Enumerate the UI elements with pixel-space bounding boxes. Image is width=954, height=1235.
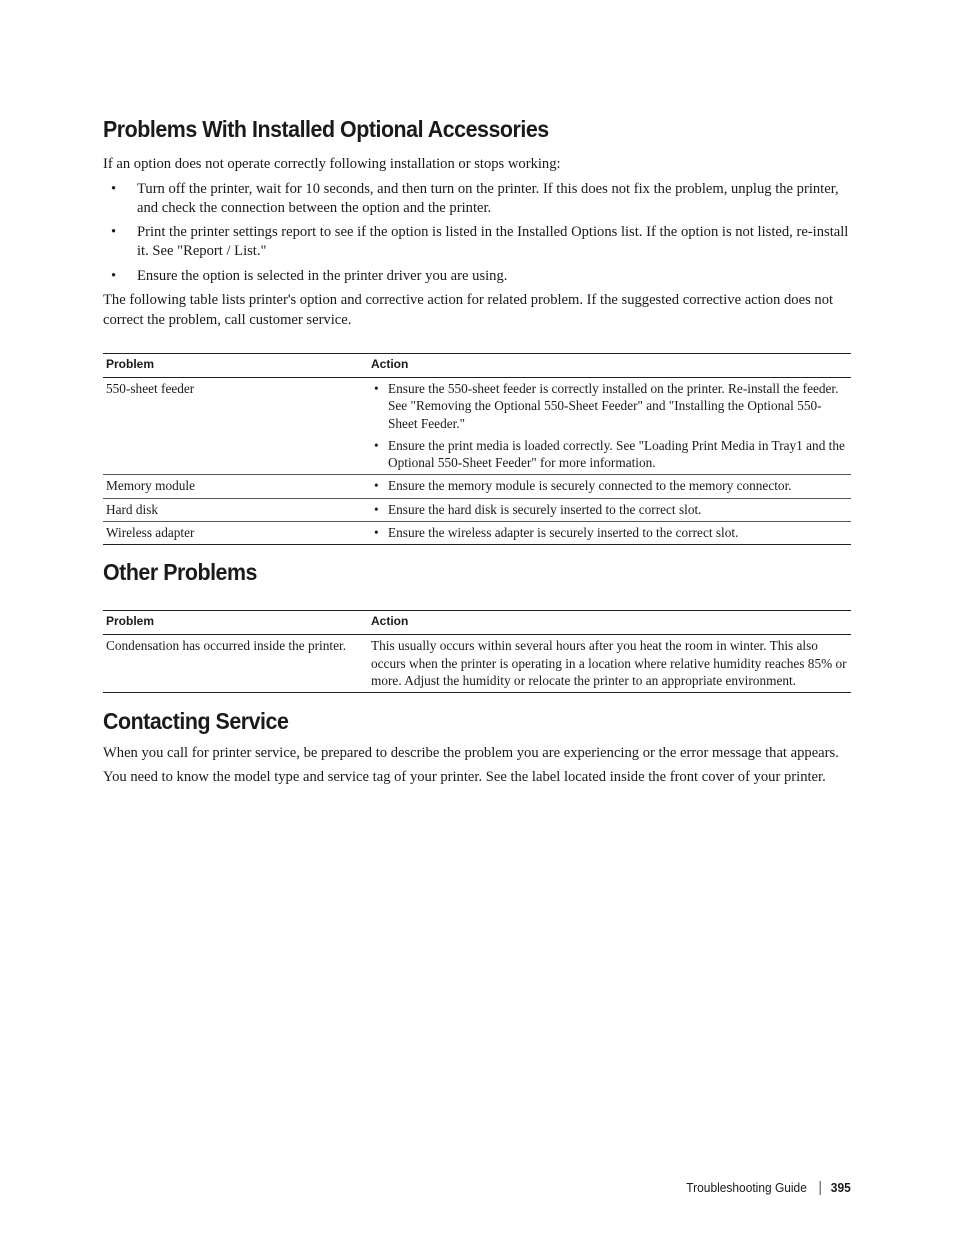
action-item bbox=[371, 501, 848, 518]
action-text: Ensure the memory module is securely connected to the memory connector. bbox=[388, 478, 792, 494]
bullet-item bbox=[103, 223, 851, 262]
column-header-action: Action bbox=[368, 611, 851, 635]
action-cell bbox=[368, 498, 851, 521]
other-problems-table bbox=[103, 610, 851, 693]
intro-paragraph: If an option does not operate correctly following installation or stops working: bbox=[103, 156, 561, 172]
column-header-problem: Problem bbox=[103, 611, 368, 635]
bullet-icon: • bbox=[374, 478, 379, 494]
accessories-table bbox=[103, 353, 851, 545]
bullet-icon: • bbox=[111, 267, 117, 284]
table-row bbox=[103, 635, 851, 693]
table-row bbox=[103, 522, 851, 545]
action-item bbox=[371, 477, 848, 494]
table-header-row bbox=[103, 354, 851, 378]
table-header-row bbox=[103, 611, 851, 635]
table-intro-paragraph: The following table lists printer's option and corrective action for related problem. If the suggested corrective action does not correct the problem, call customer service. bbox=[103, 292, 834, 328]
bullet-icon: • bbox=[111, 180, 117, 197]
action-text: Ensure the wireless adapter is securely inserted to the correct slot. bbox=[388, 525, 739, 541]
section-heading-other-problems: Other Problems bbox=[103, 559, 257, 586]
action-text: Ensure the hard disk is securely inserted to the correct slot. bbox=[388, 501, 702, 517]
footer-label: Troubleshooting Guide bbox=[686, 1180, 808, 1195]
service-paragraph: When you call for printer service, be prepared to describe the problem you are experiencing or the error message that appears. bbox=[103, 745, 839, 762]
action-cell bbox=[368, 378, 851, 475]
table-row bbox=[103, 475, 851, 498]
bullet-icon: • bbox=[374, 525, 379, 541]
bullet-text: Ensure the option is selected in the printer driver you are using. bbox=[137, 267, 508, 284]
bullet-icon: • bbox=[111, 223, 117, 240]
problem-cell: 550-sheet feeder bbox=[103, 378, 368, 475]
page-footer bbox=[687, 1180, 851, 1195]
section-heading-optional-accessories: Problems With Installed Optional Accessories bbox=[103, 116, 549, 142]
troubleshoot-bullet-list bbox=[103, 180, 851, 287]
table-row bbox=[103, 378, 851, 475]
section-heading-contacting-service: Contacting Service bbox=[103, 708, 289, 735]
bullet-text: Print the printer settings report to see if the option is listed in the Installed Options list. If the option is not listed, re-install it. See "Report / List." bbox=[137, 223, 849, 259]
bullet-text: Turn off the printer, wait for 10 seconds, and then turn on the printer. If this does not fix the problem, unplug the printer, and check the connection between the option and the printer. bbox=[137, 180, 839, 216]
bullet-icon: • bbox=[374, 381, 379, 396]
column-header-problem: Problem bbox=[103, 354, 368, 378]
bullet-item bbox=[103, 180, 851, 219]
problem-cell: Memory module bbox=[103, 475, 368, 498]
page-content bbox=[103, 116, 851, 787]
service-paragraph: You need to know the model type and service tag of your printer. See the label located inside the front cover of your printer. bbox=[103, 768, 826, 785]
page-number: 395 bbox=[831, 1180, 851, 1195]
action-cell: This usually occurs within several hours after you heat the room in winter. This also occurs when the printer is operating in a location where relative humidity reaches 85% or more. Adjust the humidity or relocate the printer to an appropriate environment. bbox=[368, 635, 851, 693]
problem-cell: Hard disk bbox=[103, 498, 368, 521]
problem-cell: Wireless adapter bbox=[103, 522, 368, 545]
action-cell bbox=[368, 475, 851, 498]
action-item bbox=[371, 380, 848, 432]
bullet-icon: • bbox=[374, 437, 379, 453]
footer-divider bbox=[820, 1181, 821, 1195]
action-text: Ensure the 550-sheet feeder is correctly installed on the printer. Re-install the feeder. See "Removing the Optional 550-Sheet Feeder" and "Installing the Optional 550-Sheet Feeder." bbox=[388, 381, 839, 431]
bullet-item bbox=[103, 267, 851, 287]
column-header-action: Action bbox=[368, 354, 851, 378]
bullet-icon: • bbox=[374, 501, 379, 517]
problem-cell: Condensation has occurred inside the printer. bbox=[103, 635, 368, 693]
table-row bbox=[103, 498, 851, 521]
action-text: Ensure the print media is loaded correctly. See "Loading Print Media in Tray1 and the Optional 550-Sheet Feeder" for more information. bbox=[388, 437, 845, 471]
action-cell bbox=[368, 522, 851, 545]
action-item bbox=[371, 437, 848, 472]
action-item bbox=[371, 524, 848, 541]
